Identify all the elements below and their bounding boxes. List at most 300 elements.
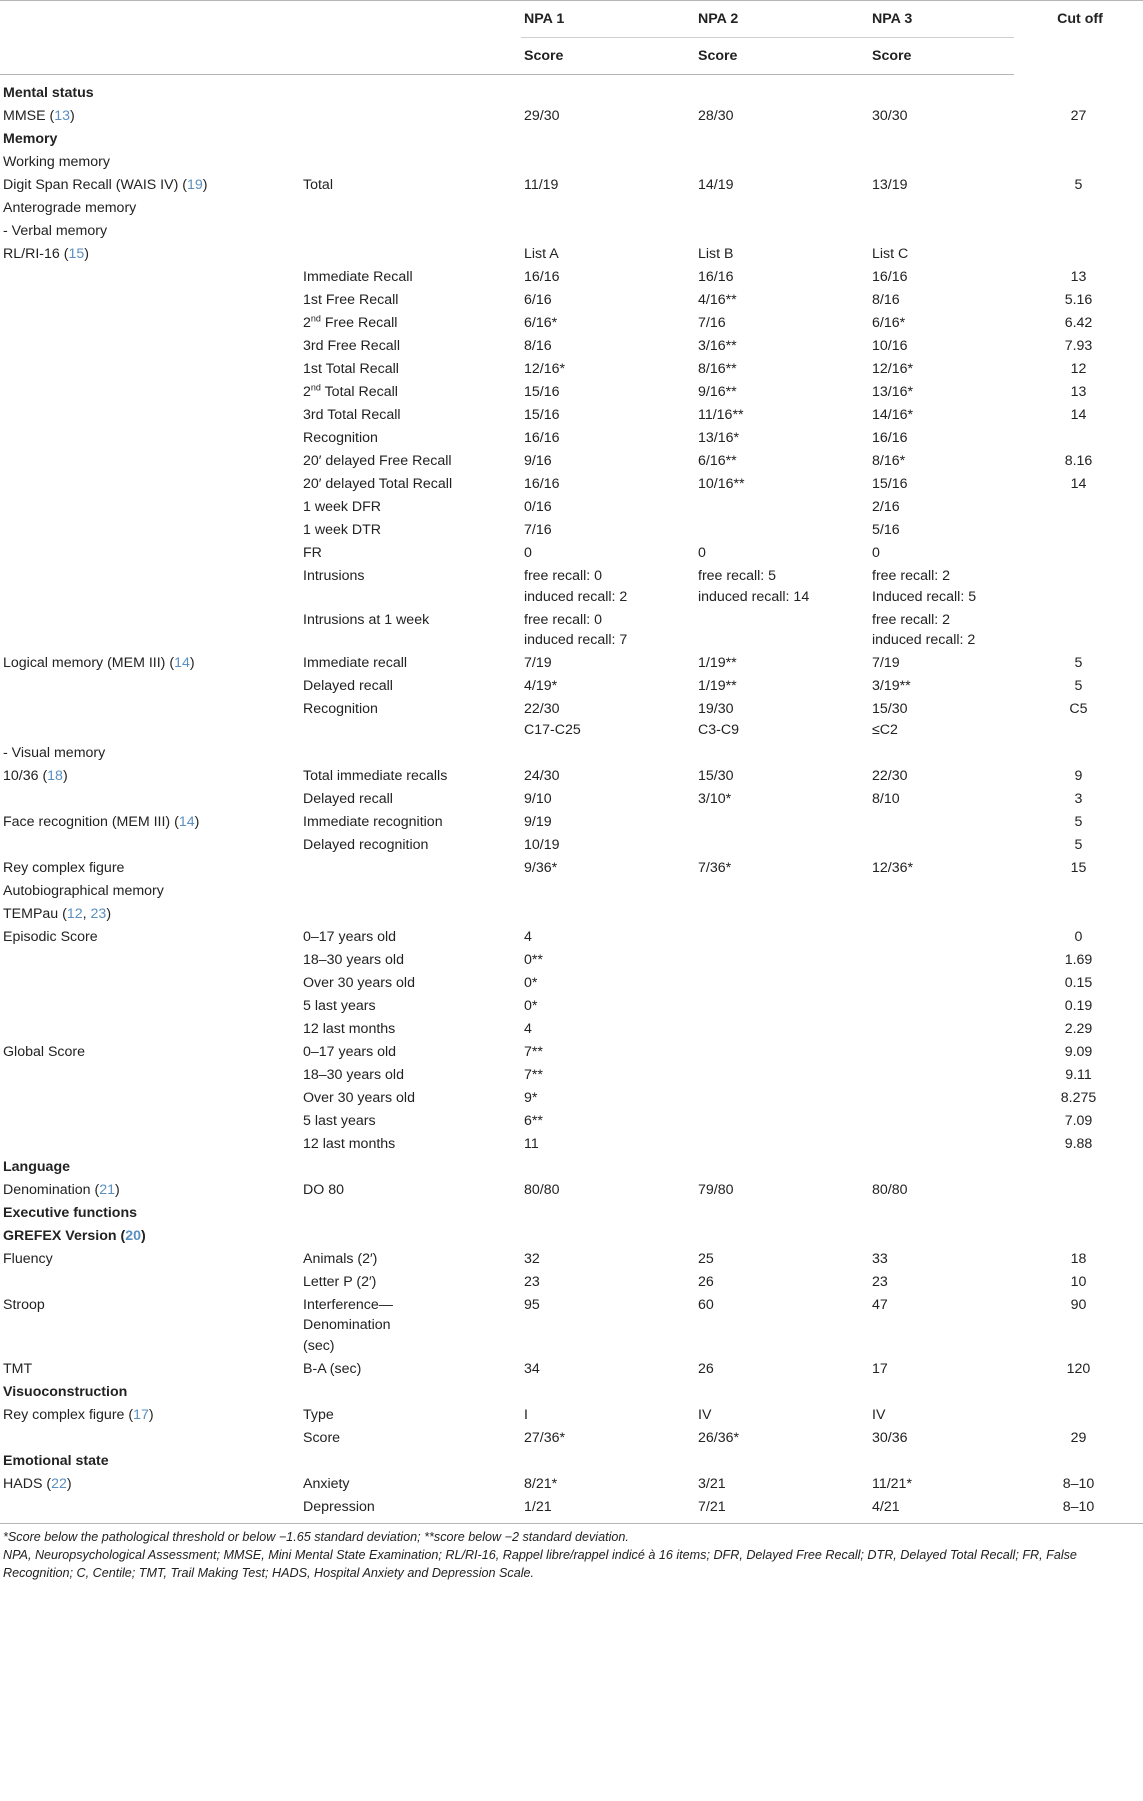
cutoff-cell: 5.16 [1064,292,1093,308]
npa1-cell: 15/16 [524,384,560,400]
npa1-cell: 9/16 [524,453,552,469]
npa3-cell: 12/36* [872,859,914,876]
cutoff-cell: 15 [1070,859,1087,876]
test-name-cell: Emotional state [3,1452,109,1469]
test-name-cell: Memory [3,131,58,147]
cutoff-cell: C5 [1069,701,1088,717]
npa1-cell [521,221,695,244]
subtest-cell: Immediate recall [303,655,408,671]
subtest-cell: Type [303,1406,334,1423]
subtest-cell: Intrusions [303,568,365,584]
npa2-cell: 13/16* [698,430,740,446]
subtest-cell: Total [303,177,333,193]
subtest-cell: Recognition [303,430,378,446]
table-row [0,1428,1143,1451]
footnote-significance: *Score below the pathological threshold or below −1.65 standard deviation; **score below −2 standard deviation. [3,1530,629,1544]
table-row [0,1382,1143,1405]
subtest-cell: Depression [300,1497,521,1524]
header-score: Score [695,38,869,75]
npa2-cell: 1/19** [698,678,737,694]
npa3-cell [869,1451,1014,1474]
npa3-cell: 30/30 [872,108,908,124]
npa3-cell [869,904,1014,927]
header-npa2: NPA 2 [695,1,869,38]
npa2-cell: IV [698,1406,712,1423]
subtest-cell: 0–17 years old [303,1043,397,1060]
cutoff-cell: 2.29 [1064,1020,1093,1037]
npa3-cell: free recall: 2 Induced recall: 5 [872,568,977,605]
subtest-cell: 5 last years [303,997,376,1014]
npa1-cell [521,198,695,221]
cutoff-cell: 9 [1074,767,1083,784]
npa2-cell [695,973,869,996]
npa3-cell: 13/19 [872,177,908,193]
test-name-cell: 10/36 (18) [3,767,68,784]
npa1-cell: 6/16 [524,292,552,308]
npa2-cell: 7/21 [695,1497,869,1524]
test-name-cell: GREFEX Version (20) [3,1227,146,1244]
subtest-cell: Delayed recognition [303,836,429,853]
test-name-cell: Face recognition (MEM III) (14) [3,813,200,830]
npa3-cell [869,221,1014,244]
reference-link[interactable]: 20 [125,1227,141,1244]
npa2-cell: 0 [698,545,706,561]
npa1-cell: 0 [524,545,532,561]
reference-link[interactable]: 14 [178,813,195,830]
cutoff-cell: 7.93 [1064,338,1093,354]
npa2-cell [695,996,869,1019]
table-row [0,1249,1143,1272]
subtest-cell: 1 week DTR [303,522,382,538]
header-blank [0,1,300,38]
subtest-cell: 18–30 years old [303,1066,404,1083]
test-name-cell: HADS (22) [3,1475,72,1492]
npa1-cell: 11 [524,1135,539,1152]
npa2-cell: 10/16** [698,476,745,492]
cutoff-cell [1014,543,1143,566]
table-row [0,221,1143,244]
npa1-cell [521,1226,695,1249]
footnote-abbreviations: NPA, Neuropsychological Assessment; MMSE, Mini Mental State Examination; RL/RI-16, Rappel libre/rappel indicé à 16 items; DFR, Delayed Free Recall; DTR, Delayed Total Recall; FR, False Recognition; C, Centile; TMT, Trail Making Test; HADS, Hospital Anxiety and Depression Scale. [3,1548,1077,1580]
test-name-cell [0,699,300,743]
reference-link[interactable]: 12 [66,905,83,922]
subtest-cell: Interference— Denomination (sec) [303,1296,393,1354]
cutoff-cell: 7.09 [1064,1112,1093,1129]
table-row [0,1226,1143,1249]
subtest-cell: DO 80 [303,1181,345,1198]
test-name-cell: Visuoconstruction [3,1383,128,1400]
table-row [0,1203,1143,1226]
subtest-cell [300,129,521,152]
npa3-cell: 10/16 [872,338,908,354]
npa2-cell: 28/30 [698,108,734,124]
reference-link[interactable]: 14 [174,655,190,671]
cutoff-cell [1014,497,1143,520]
npa3-cell: 33 [872,1250,888,1267]
test-name-cell: MMSE (13) [3,108,75,124]
npa3-cell: 23 [872,1273,888,1290]
table-row [0,699,1143,743]
test-name-cell [0,996,300,1019]
reference-link[interactable]: 15 [68,246,85,262]
npa1-cell: 12/16* [524,361,566,377]
npa2-cell: 26/36* [698,1429,740,1446]
cutoff-cell: 120 [1066,1360,1091,1377]
npa1-cell: 9/10 [524,790,552,807]
npa1-cell: 15/16 [524,407,560,423]
npa1-cell: 1/21 [521,1497,695,1524]
test-name-cell [0,497,300,520]
table-row [0,1042,1143,1065]
header-blank [0,38,300,75]
subtest-cell: 20′ delayed Free Recall [303,453,452,469]
npa2-cell [695,927,869,950]
cutoff-cell [1014,129,1143,152]
table-row [0,1451,1143,1474]
npa1-cell: 8/21* [524,1475,558,1492]
table-row [0,175,1143,198]
reference-link[interactable]: 21 [99,1181,115,1198]
cutoff-cell: 18 [1070,1250,1087,1267]
test-name-cell [0,336,300,359]
npa2-cell: List B [698,246,734,262]
npa2-cell [695,497,869,520]
npa2-cell [695,1019,869,1042]
npa3-cell: 5/16 [872,522,900,538]
npa1-cell: 8/16 [524,338,552,354]
table-row [0,835,1143,858]
test-name-cell: Mental status [3,85,94,101]
npa3-cell [869,1382,1014,1405]
test-name-cell [0,566,300,610]
test-name-cell [0,610,300,654]
subtest-cell: Intrusions at 1 week [303,611,430,628]
subtest-cell: Immediate recognition [303,813,443,830]
cutoff-cell: 9.11 [1065,1066,1092,1083]
cutoff-cell: 0.19 [1064,997,1093,1014]
npa2-cell [695,1157,869,1180]
npa2-cell: 79/80 [698,1181,734,1198]
npa2-cell [695,1088,869,1111]
cutoff-cell: 5 [1074,813,1083,830]
test-name-cell [0,1088,300,1111]
subtest-cell: 2nd Free Recall [303,313,398,331]
npa2-cell [695,743,869,766]
npa2-cell: 7/16 [698,315,726,331]
header-score: Score [869,38,1014,75]
npa2-cell [695,1134,869,1157]
table-row [0,743,1143,766]
cutoff-cell [1014,881,1143,904]
test-name-cell: TEMPau (12, 23) [3,905,112,922]
npa1-cell: 4 [524,1020,532,1037]
table-row [0,198,1143,221]
npa2-cell [695,1203,869,1226]
test-name-cell [0,1065,300,1088]
npa3-cell: 11/21* [872,1475,912,1492]
test-name-cell [0,1272,300,1295]
subtest-cell: Immediate Recall [303,269,413,285]
cutoff-cell [1014,1203,1143,1226]
npa1-cell: 0* [524,997,538,1014]
npa1-cell [521,1157,695,1180]
npa1-cell: 16/16 [524,430,560,446]
reference-link[interactable]: 18 [47,767,63,784]
header-blank [300,38,521,75]
cutoff-cell: 6.42 [1064,315,1093,331]
subtest-cell [300,221,521,244]
cutoff-cell [1014,152,1143,175]
reference-link[interactable]: 22 [51,1475,67,1492]
table-header [0,1,1143,75]
npa2-cell [695,520,869,543]
subtest-cell: 20′ delayed Total Recall [303,476,453,492]
npa1-cell: 9/19 [524,813,552,830]
table-row [0,75,1143,107]
reference-link[interactable]: 17 [133,1406,149,1423]
table-row [0,950,1143,973]
table-row [0,1157,1143,1180]
cutoff-cell [1014,244,1143,267]
cutoff-cell: 12 [1070,361,1087,377]
test-name-cell: - Verbal memory [3,223,108,239]
npa1-cell: 23 [524,1273,540,1290]
npa1-cell [521,1451,695,1474]
cutoff-cell: 90 [1070,1296,1087,1313]
subtest-cell: Score [303,1429,341,1446]
npa2-cell [695,1111,869,1134]
table-row [0,927,1143,950]
subtest-cell [300,198,521,221]
reference-link[interactable]: 19 [186,177,203,193]
npa3-cell: List C [872,246,909,262]
npa2-cell: 3/10* [698,790,732,807]
npa2-cell [695,152,869,175]
npa3-cell: 15/30 ≤C2 [872,701,908,738]
cutoff-cell: 9.88 [1064,1135,1093,1152]
npa1-cell: 4 [524,928,532,945]
cutoff-cell [1014,520,1143,543]
npa1-cell [521,129,695,152]
cutoff-cell [1014,1226,1143,1249]
test-name-cell [0,313,300,336]
cutoff-cell: 3 [1074,790,1083,807]
table-row [0,474,1143,497]
npa1-cell: 7/16 [524,522,552,538]
cutoff-cell: 8–10 [1014,1497,1143,1524]
npa3-cell: 7/19 [872,655,900,671]
npa1-cell: List A [524,246,559,262]
subtest-cell [300,106,521,129]
npa3-cell: free recall: 2 induced recall: 2 [872,611,976,648]
npa2-cell: 26 [698,1360,714,1377]
table-row [0,336,1143,359]
table-row [0,106,1143,129]
test-name-cell: TMT [3,1360,33,1377]
npa2-cell: 25 [698,1250,714,1267]
cutoff-cell: 8–10 [1062,1475,1095,1492]
test-name-cell [0,474,300,497]
subtest-cell [300,244,521,267]
table-row [0,1405,1143,1428]
table-row [0,497,1143,520]
npa1-cell: 10/19 [524,836,560,853]
cutoff-cell: 27 [1070,108,1087,124]
npa1-cell: free recall: 0 induced recall: 2 [524,568,628,605]
npa1-cell: 7** [524,1066,543,1083]
table-row [0,1065,1143,1088]
table-row [0,152,1143,175]
npa1-cell: free recall: 0 induced recall: 7 [524,611,628,648]
npa1-cell [521,881,695,904]
cutoff-cell [1014,743,1143,766]
npa3-cell [869,812,1014,835]
npa1-cell: 32 [524,1250,540,1267]
header-blank [300,1,521,38]
test-name-cell: Fluency [3,1250,53,1267]
npa2-cell: 4/16** [698,292,737,308]
npa1-cell: 9* [524,1089,538,1106]
npa3-cell [869,973,1014,996]
table-row [0,543,1143,566]
test-name-cell [0,290,300,313]
cutoff-cell [1014,1382,1143,1405]
subtest-cell [300,1226,521,1249]
npa1-cell: 11/19 [524,177,559,193]
reference-link[interactable]: 13 [54,108,71,124]
npa1-cell: 95 [524,1296,540,1313]
npa1-cell: 24/30 [524,767,560,784]
cutoff-cell [1014,221,1143,244]
npa3-cell [869,75,1014,107]
test-name-cell: - Visual memory [3,744,106,761]
test-name-cell: Denomination (21) [3,1181,120,1198]
npa3-cell [869,1157,1014,1180]
test-name-cell [0,543,300,566]
cutoff-cell [1014,1405,1143,1428]
test-name-cell: Working memory [3,154,110,170]
npa2-cell: 14/19 [698,177,734,193]
subtest-cell [300,858,521,881]
npa3-cell [869,1065,1014,1088]
test-name-cell: Executive functions [3,1204,138,1221]
npa3-cell [869,950,1014,973]
table-row [0,129,1143,152]
subtest-cell [300,904,521,927]
table-row [0,1134,1143,1157]
cutoff-cell: 10 [1070,1273,1087,1290]
npa2-cell [695,610,869,654]
subtest-cell: 18–30 years old [303,951,404,968]
table-row [0,382,1143,405]
subtest-cell [300,743,521,766]
npa2-cell: 3/21 [698,1475,726,1492]
table-row [0,1474,1143,1497]
npa1-cell [521,1382,695,1405]
npa3-cell [869,1111,1014,1134]
subtest-cell: B-A (sec) [303,1360,362,1377]
reference-link[interactable]: 23 [90,905,107,922]
subtest-cell: FR [303,545,322,561]
header-npa1: NPA 1 [521,1,695,38]
npa3-cell [869,1019,1014,1042]
cutoff-cell: 1.69 [1064,951,1093,968]
table-row [0,405,1143,428]
npa3-cell [869,129,1014,152]
npa2-cell: 15/30 [698,767,734,784]
cutoff-cell: 13 [1070,384,1087,400]
npa1-cell [521,1203,695,1226]
npa1-cell: 9/36* [524,859,558,876]
npa2-cell [695,75,869,107]
table-row [0,789,1143,812]
cutoff-cell: 8.16 [1064,453,1093,469]
subtest-cell: Letter P (2′) [303,1273,377,1290]
npa2-cell: 60 [698,1296,714,1313]
npa2-cell: 9/16** [698,384,737,400]
cutoff-cell: 5 [1074,655,1083,671]
npa1-cell: 6/16* [524,315,558,331]
npa3-cell [869,835,1014,858]
subtest-cell: 3rd Total Recall [303,407,401,423]
npa3-cell [869,996,1014,1019]
subtest-cell: Delayed recall [303,790,393,807]
test-name-cell [0,359,300,382]
npa1-cell [521,152,695,175]
test-name-cell [0,267,300,290]
npa2-cell [695,221,869,244]
subtest-cell: Delayed recall [303,678,393,694]
npa2-cell [695,1382,869,1405]
table-row [0,1180,1143,1203]
npa1-cell: 16/16 [524,269,560,285]
npa3-cell: 2/16 [872,499,900,515]
test-name-cell: Rey complex figure [3,859,125,876]
test-name-cell: Episodic Score [3,928,98,945]
npa1-cell [521,75,695,107]
npa2-cell [695,1226,869,1249]
cutoff-cell [1014,1180,1143,1203]
npa3-cell [869,927,1014,950]
npa3-cell: 15/16 [872,476,908,492]
npa3-cell: 8/10 [872,790,900,807]
subtest-cell: Total immediate recalls [303,767,448,784]
npa1-cell: 29/30 [524,108,560,124]
npa3-cell: 8/16 [872,292,900,308]
npa3-cell: 22/30 [872,767,908,784]
table-row [0,1497,1143,1524]
table-row [0,244,1143,267]
test-name-cell [0,1497,300,1524]
npa2-cell [695,812,869,835]
table-row [0,610,1143,654]
table-row [0,359,1143,382]
npa2-cell [695,904,869,927]
subtest-cell: Over 30 years old [303,974,415,991]
test-name-cell [0,520,300,543]
npa2-cell: 7/36* [698,859,732,876]
subtest-cell: 1 week DFR [303,499,382,515]
table-row [0,428,1143,451]
npa2-cell [695,1451,869,1474]
npa1-cell: 6** [524,1112,543,1129]
npa2-cell [695,129,869,152]
npa2-cell: 1/19** [698,655,737,671]
table-row [0,858,1143,881]
cutoff-cell: 0 [1074,928,1083,945]
test-name-cell: Autobiographical memory [3,882,164,899]
npa1-cell: 22/30 C17-C25 [524,701,581,738]
